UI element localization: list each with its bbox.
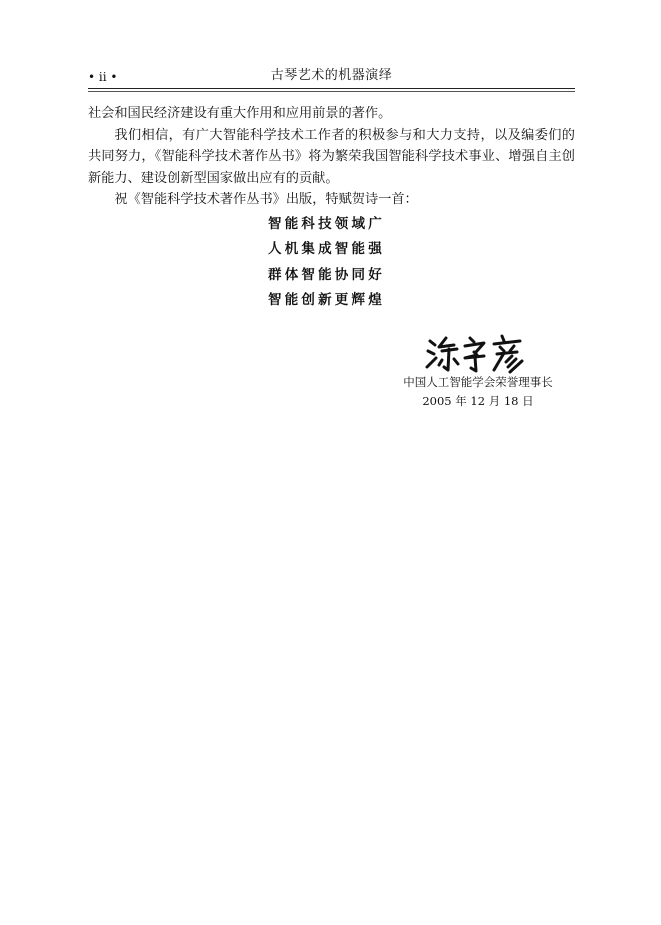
poem-line: 智能科技领域广 bbox=[268, 216, 385, 232]
header-rule-thin bbox=[88, 91, 575, 92]
paragraph-continued: 社会和国民经济建设有重大作用和应用前景的著作。 bbox=[88, 106, 392, 121]
running-title: 古琴艺术的机器演绎 bbox=[270, 68, 393, 83]
header-rule bbox=[88, 88, 575, 89]
paragraph-congratulation: 祝《智能科学技术著作丛书》出版，特赋贺诗一首： bbox=[114, 192, 418, 207]
page-number: • ii • bbox=[88, 70, 118, 84]
page-header bbox=[88, 66, 575, 88]
body-text bbox=[88, 103, 575, 211]
poem-line: 人机集成智能强 bbox=[268, 241, 385, 258]
congratulatory-poem bbox=[268, 212, 385, 313]
signature-date: 2005 年 12 月 18 日 bbox=[422, 394, 534, 408]
poem-line: 群体智能协同好 bbox=[268, 266, 385, 283]
poem-line: 智能创新更辉煌 bbox=[268, 291, 385, 308]
signer-affiliation: 中国人工智能学会荣誉理事长 bbox=[403, 375, 553, 389]
paragraph-belief: 我们相信，有广大智能科学技术工作者的积极参与和大力支持，以及编委们的共同努力，《智能科学技术著作丛书》将为繁荣我国智能科学技术事业、增强自主创新能力、建设创新型国家做出应有的贡献。 bbox=[88, 127, 575, 186]
signature-block bbox=[388, 373, 568, 411]
handwritten-signature bbox=[424, 332, 534, 374]
